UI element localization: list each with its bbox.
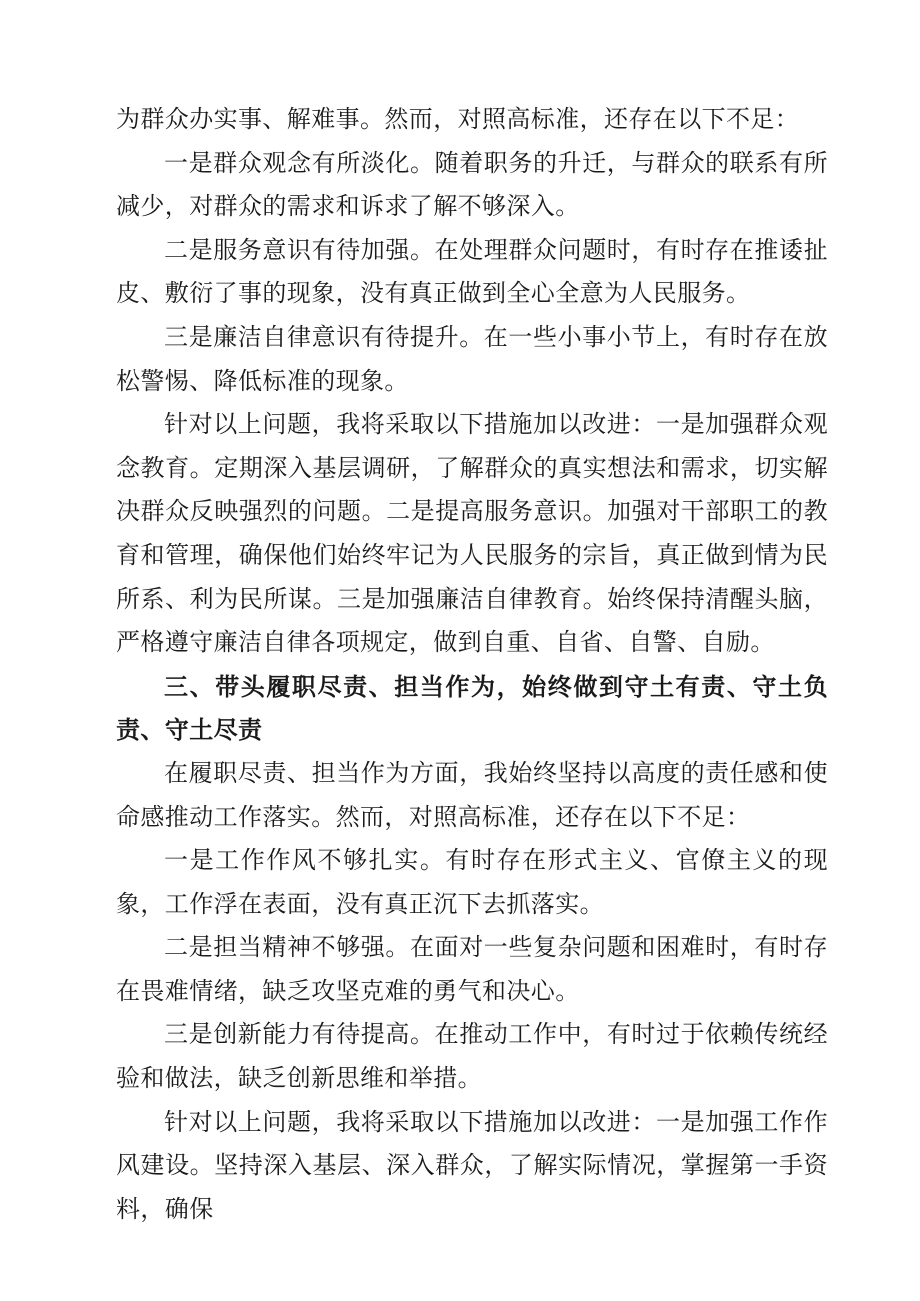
paragraph-improvement-measures: 针对以上问题，我将采取以下措施加以改进：一是加强群众观念教育。定期深入基层调研，了解群众的真实想法和需求，切实解决群众反映强烈的问题。二是提高服务意识。加强对干部职工的教育和管理，确保他们始终牢记为人民服务的宗旨，真正做到情为民所系、利为民所谋。三是加强廉洁自律教育。始终保持清醒头脑，严格遵守廉洁自律各项规定，做到自重、自省、自警、自励。 [116,410,828,657]
section-heading-3: 三、带头履职尽责、担当作为，始终做到守土有责、守土负责、守土尽责 [116,671,828,745]
paragraph-innovation: 三是创新能力有待提高。在推动工作中，有时过于依赖传统经验和做法，缺乏创新思维和举措。 [116,1020,828,1093]
document-body [116,98,828,1231]
paragraph-continuation: 为群众办实事、解难事。然而，对照高标准，还存在以下不足： [116,105,800,133]
paragraph-work-style: 一是工作作风不够扎实。有时存在形式主义、官僚主义的现象，工作浮在表面，没有真正沉下去抓落实。 [116,846,828,918]
paragraph-shortcoming-2: 二是服务意识有待加强。在处理群众问题时，有时存在推诿扯皮、敷衍了事的现象，没有真正做到全心全意为人民服务。 [116,235,828,308]
paragraph-improvement-measures-2: 针对以上问题，我将采取以下措施加以改进：一是加强工作作风建设。坚持深入基层、深入群众，了解实际情况，掌握第一手资料，确保 [116,1107,828,1223]
paragraph-shortcoming-3: 三是廉洁自律意识有待提升。在一些小事小节上，有时存在放松警惕、降低标准的现象。 [116,322,828,395]
paragraph-section-intro: 在履职尽责、担当作为方面，我始终坚持以高度的责任感和使命感推动工作落实。然而，对照高标准，还存在以下不足： [116,758,828,831]
paragraph-responsibility: 二是担当精神不够强。在面对一些复杂问题和困难时，有时存在畏难情绪，缺乏攻坚克难的勇气和决心。 [116,933,828,1005]
paragraph-shortcoming-1: 一是群众观念有所淡化。随着职务的升迁，与群众的联系有所减少，对群众的需求和诉求了解不够深入。 [116,148,828,221]
